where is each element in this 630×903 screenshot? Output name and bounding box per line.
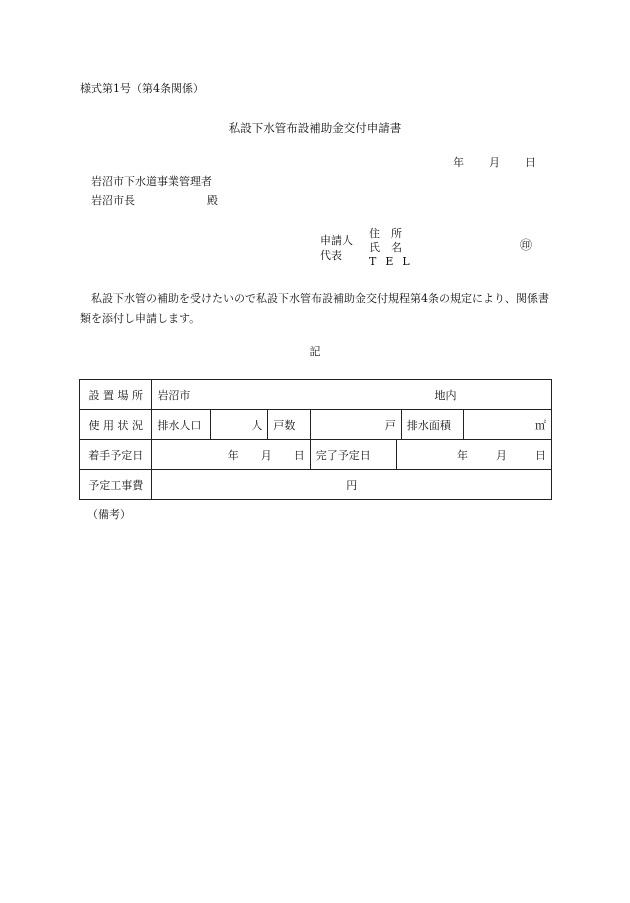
tel-field-label: T E L <box>369 255 413 268</box>
start-month: 月 <box>260 448 272 462</box>
area-unit: ㎡ <box>535 418 546 432</box>
date-year-label: 年 <box>453 156 464 169</box>
date-month-label: 月 <box>489 156 500 169</box>
document-title: 私設下水管布設補助金交付申請書 <box>228 121 402 135</box>
application-details-table <box>79 379 552 500</box>
ki-heading: 記 <box>309 345 321 358</box>
name-field-label: 氏 名 <box>369 241 402 254</box>
completion-month: 月 <box>496 448 507 462</box>
addressee-line1: 岩沼市下水道事業管理者 <box>91 175 212 188</box>
date-day-label: 日 <box>525 156 536 169</box>
households-label: 戸数 <box>268 410 310 440</box>
population-value-cell[interactable] <box>211 410 268 440</box>
application-statement: 私設下水管の補助を受けたいので私設下水管布設補助金交付規程第4条の規定により、関係書類を添付し申請します。 <box>80 292 549 325</box>
addressee-honorific: 殿 <box>207 194 218 207</box>
representative-label: 代表 <box>320 249 342 262</box>
population-label: 排水人口 <box>152 410 211 440</box>
area-value-cell[interactable] <box>463 410 551 440</box>
notes-label: （備考） <box>87 508 131 521</box>
households-unit: 戸 <box>384 418 396 432</box>
usage-label: 使 用 状 況 <box>80 410 152 440</box>
location-city: 岩沼市 <box>157 388 191 402</box>
table-row <box>80 410 552 440</box>
construction-cost-value-cell[interactable] <box>152 470 552 500</box>
completion-year: 年 <box>457 448 468 462</box>
area-label: 排水面積 <box>401 410 463 440</box>
start-date-label: 着手予定日 <box>80 440 152 470</box>
addressee-line2: 岩沼市長 <box>91 194 135 207</box>
applicant-label: 申請人 <box>320 234 353 247</box>
completion-date-label: 完了予定日 <box>310 440 396 470</box>
location-label: 設 置 場 所 <box>80 380 152 410</box>
form-number-label: 様式第1号（第4条関係） <box>80 82 204 95</box>
completion-day: 日 <box>535 448 546 462</box>
households-value-cell[interactable] <box>310 410 401 440</box>
construction-cost-label: 予定工事費 <box>80 470 152 500</box>
table-row <box>80 440 552 470</box>
start-date-value-cell[interactable] <box>152 440 310 470</box>
location-suffix: 地内 <box>434 388 457 402</box>
address-field-label: 住 所 <box>369 227 402 240</box>
start-day: 日 <box>293 448 305 462</box>
location-value-cell[interactable] <box>152 380 552 410</box>
population-unit: 人 <box>251 418 263 432</box>
cost-unit: 円 <box>346 478 358 492</box>
completion-date-value-cell[interactable] <box>396 440 551 470</box>
table-row <box>80 380 552 410</box>
table-row <box>80 470 552 500</box>
start-year: 年 <box>227 448 239 462</box>
seal-mark-icon: ㊞ <box>520 238 533 252</box>
